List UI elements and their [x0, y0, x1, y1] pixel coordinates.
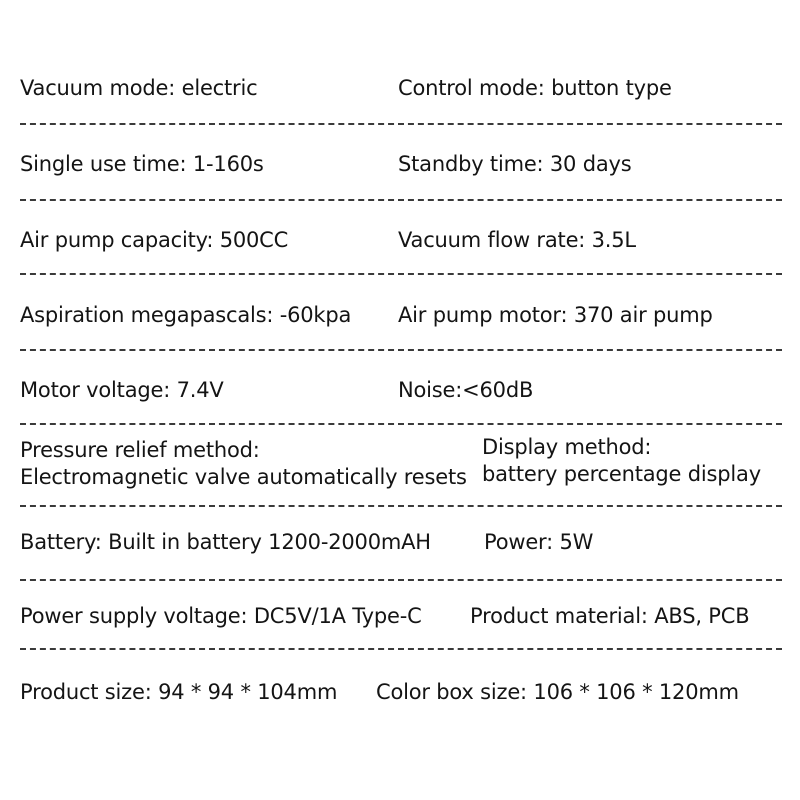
spec-power: Power: 5W	[484, 530, 594, 554]
spec-display-method-label: Display method:	[482, 435, 652, 459]
row-divider	[20, 199, 782, 201]
spec-product-material: Product material: ABS, PCB	[470, 604, 750, 628]
spec-control-mode: Control mode: button type	[398, 76, 672, 100]
row-divider	[20, 579, 782, 581]
spec-battery: Battery: Built in battery 1200-2000mAH	[20, 530, 431, 554]
row-divider	[20, 273, 782, 275]
row-divider	[20, 349, 782, 351]
row-divider	[20, 648, 782, 650]
row-divider	[20, 505, 782, 507]
spec-power-supply-voltage: Power supply voltage: DC5V/1A Type-C	[20, 604, 422, 628]
spec-pressure-relief-method	[20, 437, 467, 491]
spec-air-pump-motor: Air pump motor: 370 air pump	[398, 303, 713, 327]
spec-standby-time: Standby time: 30 days	[398, 152, 632, 176]
spec-display-method-value: battery percentage display	[482, 462, 761, 486]
spec-color-box-size: Color box size: 106 * 106 * 120mm	[376, 680, 739, 704]
spec-air-pump-capacity: Air pump capacity: 500CC	[20, 228, 289, 252]
spec-noise: Noise:<60dB	[398, 378, 534, 402]
row-divider	[20, 123, 782, 125]
spec-motor-voltage: Motor voltage: 7.4V	[20, 378, 224, 402]
spec-display-method	[482, 434, 761, 488]
row-divider	[20, 423, 782, 425]
spec-product-size: Product size: 94 * 94 * 104mm	[20, 680, 338, 704]
spec-pressure-relief-value: Electromagnetic valve automatically resets	[20, 465, 467, 489]
spec-aspiration-megapascals: Aspiration megapascals: -60kpa	[20, 303, 352, 327]
spec-single-use-time: Single use time: 1-160s	[20, 152, 264, 176]
spec-vacuum-flow-rate: Vacuum flow rate: 3.5L	[398, 228, 636, 252]
spec-pressure-relief-label: Pressure relief method:	[20, 438, 260, 462]
spec-vacuum-mode: Vacuum mode: electric	[20, 76, 258, 100]
